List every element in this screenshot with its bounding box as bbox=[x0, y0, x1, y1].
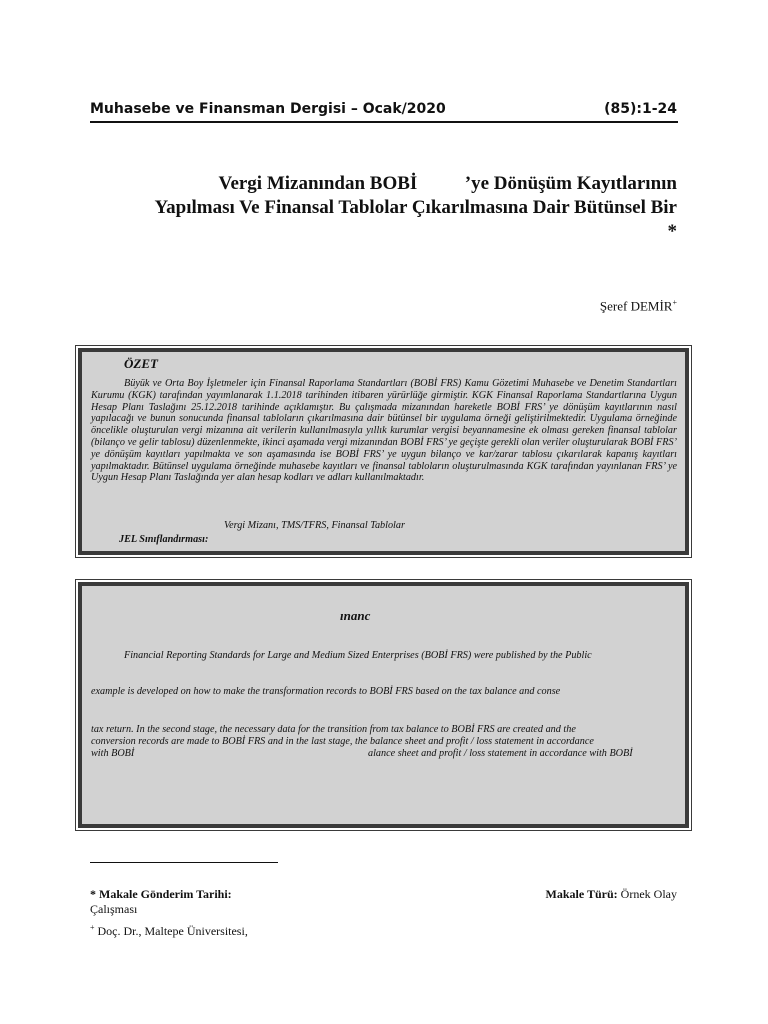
author-name: Şeref DEMİR bbox=[599, 298, 673, 314]
submission-date-label: * Makale Gönderim Tarihi: bbox=[90, 887, 232, 901]
keywords: Vergi Mizanı, TMS/TFRS, Finansal Tablolar bbox=[224, 520, 405, 531]
title-line-1: Vergi Mizanından BOBİ ’ye Dönüşüm Kayıtlarının bbox=[218, 173, 677, 194]
author bbox=[600, 298, 677, 314]
abstract-en-para-2: example is developed on how to make the transformation records to BOBİ FRS based on the tax balance and conse bbox=[91, 686, 561, 697]
article-type-continued: Çalışması bbox=[90, 902, 138, 916]
affiliation-note bbox=[90, 923, 248, 939]
title-line-2: Yapılması Ve Finansal Tablolar Çıkarılmasına Dair Bütünsel Bir bbox=[154, 197, 677, 218]
affiliation: Doç. Dr., Maltepe Üniversitesi, bbox=[97, 924, 248, 938]
article-type-value: Örnek Olay bbox=[620, 887, 677, 901]
footnote-rule bbox=[90, 862, 278, 863]
abstract-tr-heading: ÖZET bbox=[124, 356, 158, 371]
abstract-en-heading: ınanc bbox=[340, 608, 371, 623]
abstract-tr-box bbox=[78, 348, 689, 555]
abstract-en-para-3-line-2: conversion records are made to BOBİ FRS and in the last stage, the balance sheet and profit / loss statement in accordance bbox=[91, 736, 594, 747]
article-type bbox=[546, 887, 677, 902]
abstract-en-para-3-line-3a: with BOBİ bbox=[91, 748, 135, 759]
abstract-en-box bbox=[78, 582, 689, 828]
title-line-3: * bbox=[667, 221, 677, 242]
abstract-en-para-3-line-3b: alance sheet and profit / loss statement in accordance with BOBİ bbox=[368, 748, 633, 759]
affiliation-mark: + bbox=[90, 923, 95, 932]
article-type-label: Makale Türü: bbox=[545, 887, 618, 901]
abstract-en-para-1: Financial Reporting Standards for Large and Medium Sized Enterprises (BOBİ FRS) were published by the Public bbox=[124, 650, 592, 661]
header-rule bbox=[90, 121, 678, 123]
author-mark: + bbox=[672, 298, 677, 307]
issue-pages: (85):1-24 bbox=[604, 101, 677, 117]
journal-name: Muhasebe ve Finansman Dergisi – Ocak/2020 bbox=[90, 101, 446, 117]
jel-classification: JEL Sınıflandırması: bbox=[119, 534, 209, 545]
abstract-en-para-3-line-1: tax return. In the second stage, the necessary data for the transition from tax balance to BOBİ FRS are created and the bbox=[91, 724, 576, 735]
abstract-tr-body: Büyük ve Orta Boy İşletmeler için Finansal Raporlama Standartları (BOBİ FRS) Kamu Gözetimi Muhasebe ve Denetim Standartları Kurumu (KGK) tarafından yayımlanarak 1.1.2018 tarihinden itibaren yürürlüğe girmiştir. KGK Finansal Raporlama Standartlarına Uygun Hesap Planı Taslağını 25.12.2018 tarihinde açıklamıştır. Bu çalışmada mizanından hareketle BOBİ FRS’ ye dönüşüm kayıtlarının nasıl yapılacağı ve bunun sonucunda finansal tabloların çıkarılmasına dair bütünsel bir uygulama örneği geliştirilmektedir. Uygulama örneğinde öncelikle oluşturulan vergi mizanına ait verilerin kullanılmasıyla yıllık kurumlar vergisi beyannamesine ek olması gereken finansal tablolar (bilanço ve gelir tablosu) düzenlenmekte, ikinci aşamada vergi mizanından BOBİ FRS’ ye geçişte gerekli olan veriler oluşturularak BOBİ FRS’ ye dönüşüm kayıtları yapılmakta ve son aşamasında ise BOBİ FRS’ ye uygun bilanço ve kar/zarar tablosu çıkarılarak kapanış kayıtları yapılmaktadır. Bütünsel uygulama örneğinde muhasebe kayıtları ve finansal tabloların oluşturulmasında KGK tarafından yayınlanan FRS’ ye Uygun Hesap Planı Taslağında yer alan hesap kodları ve adları kullanılmaktadır. bbox=[91, 378, 677, 484]
